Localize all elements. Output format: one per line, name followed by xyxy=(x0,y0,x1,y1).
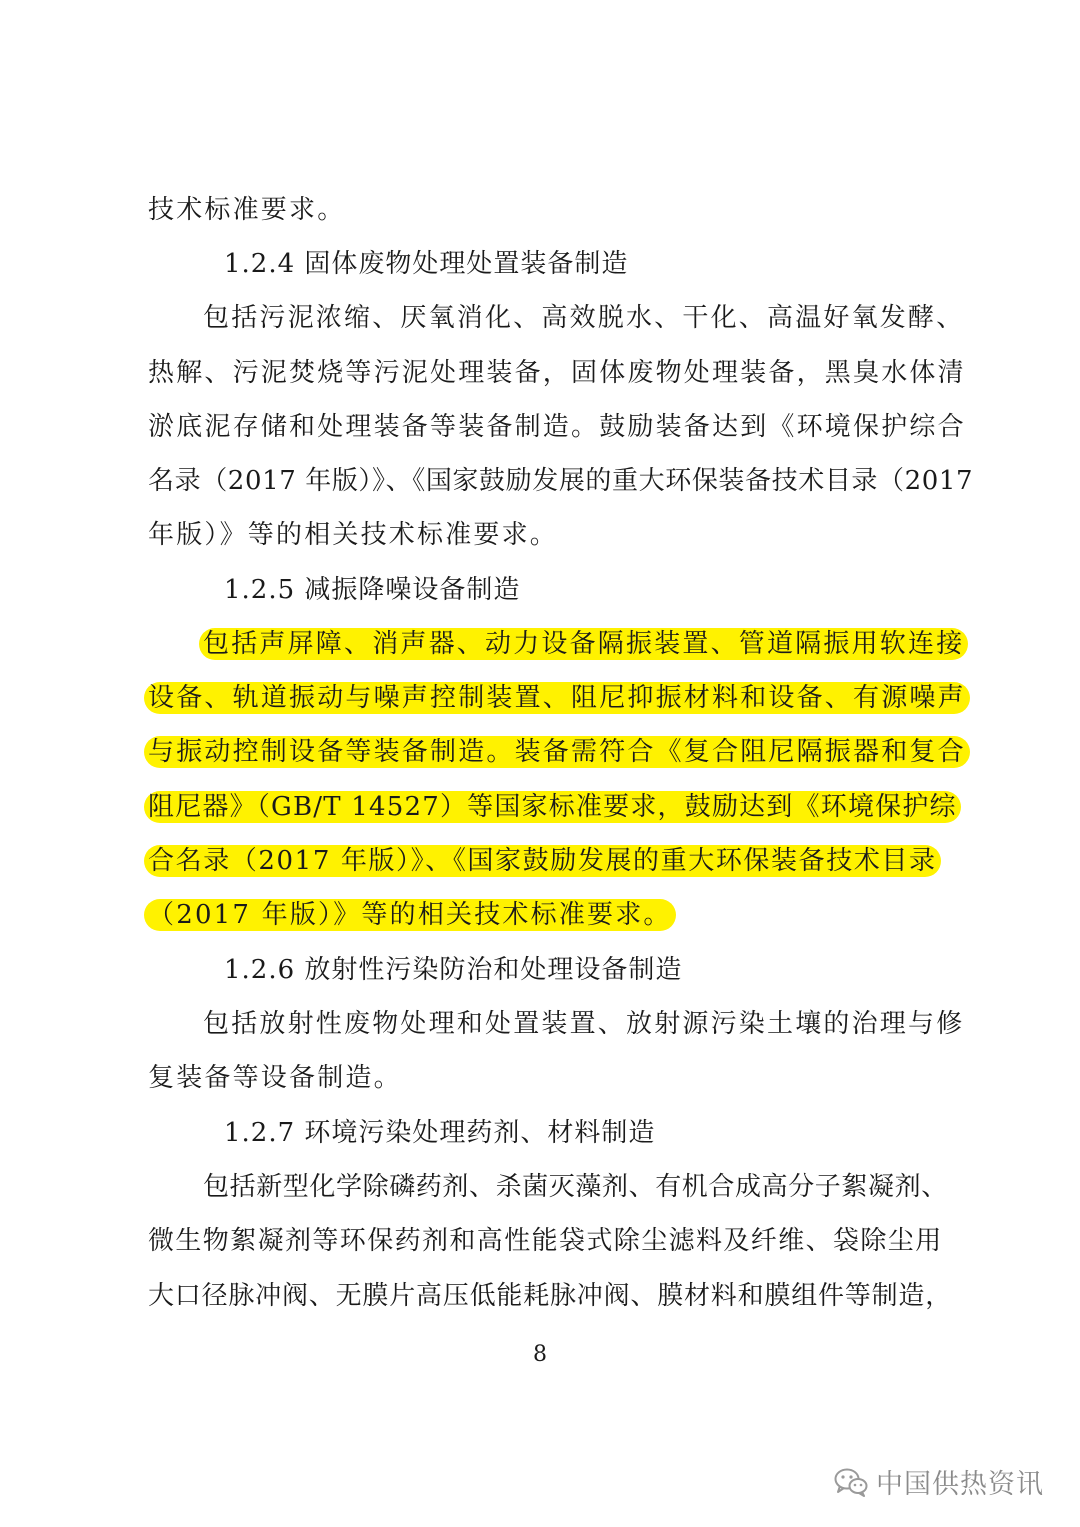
highlight-mark: 设备、轨道振动与噪声控制装置、阻尼抑振材料和设备、有源噪声 xyxy=(144,682,970,714)
paragraph-line: 复装备等设备制造。 xyxy=(148,1063,402,1093)
watermark xyxy=(834,1462,1044,1501)
paragraph-line: 包括新型化学除磷药剂、杀菌灭藻剂、有机合成高分子絮凝剂、 xyxy=(203,1172,948,1202)
paragraph-line: 包括放射性废物处理和处置装置、放射源污染土壤的治理与修 xyxy=(203,1009,965,1039)
highlighted-line xyxy=(148,732,970,772)
page-number: 8 xyxy=(533,1342,547,1367)
section-heading-1-2-7: 1.2.7 环境污染处理药剂、材料制造 xyxy=(224,1118,656,1148)
highlighted-line xyxy=(148,678,970,718)
paragraph-line: 微生物絮凝剂等环保药剂和高性能袋式除尘滤料及纤维、袋除尘用 xyxy=(148,1226,943,1256)
paragraph-line: 淤底泥存储和处理装备等装备制造。鼓励装备达到《环境保护综合 xyxy=(148,412,966,442)
section-heading-1-2-6: 1.2.6 放射性污染防治和处理设备制造 xyxy=(224,955,683,985)
section-heading-1-2-5: 1.2.5 减振降噪设备制造 xyxy=(224,575,521,605)
highlight-mark: 包括声屏障、消声器、动力设备隔振装置、管道隔振用软连接 xyxy=(199,628,968,660)
paragraph-line: 年版）》等的相关技术标准要求。 xyxy=(148,520,559,550)
paragraph-line: 技术标准要求。 xyxy=(148,195,346,225)
paragraph-line: 包括污泥浓缩、厌氧消化、高效脱水、干化、高温好氧发酵、 xyxy=(203,303,965,333)
highlighted-line xyxy=(148,841,941,881)
highlighted-line xyxy=(203,624,968,664)
highlight-mark: （2017 年版）》等的相关技术标准要求。 xyxy=(144,899,676,931)
section-heading-1-2-4: 1.2.4 固体废物处理处置装备制造 xyxy=(224,249,629,279)
highlighted-line xyxy=(148,895,676,935)
paragraph-line: 热解、污泥焚烧等污泥处理装备，固体废物处理装备，黑臭水体清 xyxy=(148,358,966,388)
paragraph-line: 大口径脉冲阀、无膜片高压低能耗脉冲阀、膜材料和膜组件等制造， xyxy=(148,1281,953,1311)
highlighted-line xyxy=(148,787,961,827)
highlight-mark: 合名录（2017 年版）》、《国家鼓励发展的重大环保装备技术目录 xyxy=(144,845,941,877)
watermark-text: 中国供热资讯 xyxy=(876,1469,1044,1500)
highlight-mark: 阻尼器》（GB/T 14527）等国家标准要求，鼓励达到《环境保护综 xyxy=(144,791,961,823)
wechat-icon xyxy=(834,1467,868,1497)
highlight-mark: 与振动控制设备等装备制造。装备需符合《复合阻尼隔振器和复合 xyxy=(144,736,970,768)
paragraph-line: 名录（2017 年版）》、《国家鼓励发展的重大环保装备技术目录（2017 xyxy=(148,466,974,496)
